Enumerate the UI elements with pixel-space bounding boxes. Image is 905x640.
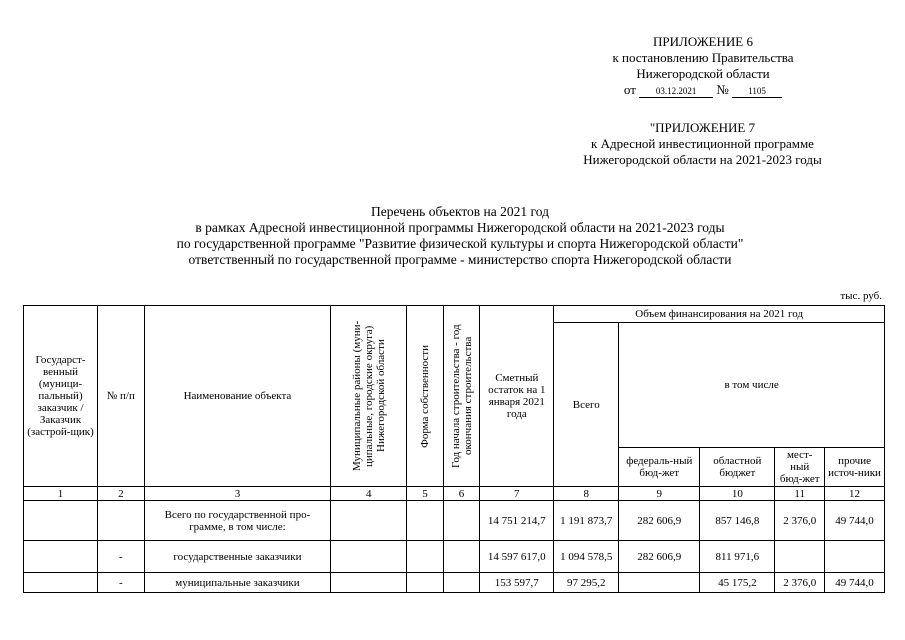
col-num: 10: [700, 487, 775, 501]
table-row: [24, 541, 885, 573]
appendix-6-title: ПРИЛОЖЕНИЕ 6: [653, 34, 753, 49]
header-estimate: Сметный остаток на 1 января 2021 года: [480, 306, 554, 487]
col-num: 1: [24, 487, 98, 501]
col-num: 3: [144, 487, 331, 501]
header-ownership: [407, 306, 444, 487]
appendix-6-block: [568, 34, 838, 98]
cell-municipal: [331, 541, 407, 573]
cell-regional: 857 146,8: [700, 501, 775, 541]
cell-customer: [24, 541, 98, 573]
col-num: 5: [407, 487, 444, 501]
cell-other: 49 744,0: [825, 501, 885, 541]
col-num: 11: [775, 487, 825, 501]
col-num: 6: [443, 487, 480, 501]
cell-regional: 811 971,6: [700, 541, 775, 573]
cell-estimate: 14 597 617,0: [480, 541, 554, 573]
col-num: 12: [825, 487, 885, 501]
cell-local: [775, 541, 825, 573]
appendix-6-line2: Нижегородской области: [636, 66, 770, 81]
cell-federal: 282 606,9: [619, 541, 700, 573]
cell-object-name: муниципальные заказчики: [144, 573, 331, 593]
number-label: №: [716, 82, 729, 97]
col-num: 8: [554, 487, 619, 501]
cell-total: 1 191 873,7: [554, 501, 619, 541]
cell-number: [98, 501, 145, 541]
cell-federal: [619, 573, 700, 593]
header-row-1: [24, 306, 885, 323]
cell-total: 1 094 578,5: [554, 541, 619, 573]
header-total: Всего: [554, 323, 619, 487]
col-num: 4: [331, 487, 407, 501]
title-line4: ответственный по государственной программе - министерство спорта Нижегородской области: [188, 252, 732, 267]
col-num: 2: [98, 487, 145, 501]
cell-object-name: Всего по государственной про-грамме, в том числе:: [144, 501, 331, 541]
header-customer: Государст-венный (муници-пальный) заказчик / Заказчик (застрой-щик): [24, 306, 98, 487]
cell-municipal: [331, 501, 407, 541]
cell-years: [443, 541, 480, 573]
cell-customer: [24, 573, 98, 593]
header-other: прочие источ-ники: [825, 448, 885, 487]
column-numbers-row: [24, 487, 885, 501]
units-label: тыс. руб.: [840, 290, 882, 302]
cell-customer: [24, 501, 98, 541]
header-funding-group: Объем финансирования на 2021 год: [554, 306, 885, 323]
cell-number: -: [98, 573, 145, 593]
cell-years: [443, 573, 480, 593]
header-local: мест-ный бюд-жет: [775, 448, 825, 487]
cell-other: 49 744,0: [825, 573, 885, 593]
cell-years: [443, 501, 480, 541]
cell-estimate: 153 597,7: [480, 573, 554, 593]
title-line3: по государственной программе "Развитие физической культуры и спорта Нижегородской области": [176, 236, 744, 251]
cell-federal: 282 606,9: [619, 501, 700, 541]
cell-ownership: [407, 573, 444, 593]
table-row: [24, 501, 885, 541]
objects-table: [23, 305, 885, 593]
cell-total: 97 295,2: [554, 573, 619, 593]
appendix-7-line1: к Адресной инвестиционной программе: [591, 136, 814, 151]
header-federal: федераль-ный бюд-жет: [619, 448, 700, 487]
cell-ownership: [407, 501, 444, 541]
appendix-7-block: [540, 120, 865, 168]
cell-ownership: [407, 541, 444, 573]
header-number: № п/п: [98, 306, 145, 487]
header-ownership-text: Форма собственности: [419, 344, 432, 448]
cell-object-name: государственные заказчики: [144, 541, 331, 573]
appendix-6-line1: к постановлению Правительства: [612, 50, 794, 65]
appendix-7-title: "ПРИЛОЖЕНИЕ 7: [649, 120, 756, 135]
cell-local: 2 376,0: [775, 573, 825, 593]
cell-estimate: 14 751 214,7: [480, 501, 554, 541]
appendix-6-date-line: [568, 82, 838, 98]
header-municipal: [331, 306, 407, 487]
cell-other: [825, 541, 885, 573]
title-line2: в рамках Адресной инвестиционной программы Нижегородской области на 2021-2023 годы: [195, 220, 725, 235]
from-label: от: [623, 82, 636, 97]
resolution-date: 03.12.2021: [639, 86, 713, 98]
document-title: [95, 204, 825, 268]
header-municipal-text: Муниципальные районы (муни-ципальные, городские округа) Нижегородской области: [350, 320, 387, 472]
header-including: в том числе: [619, 323, 885, 448]
header-years: [443, 306, 480, 487]
cell-number: -: [98, 541, 145, 573]
title-line1: Перечень объектов на 2021 год: [371, 204, 549, 219]
col-num: 9: [619, 487, 700, 501]
cell-regional: 45 175,2: [700, 573, 775, 593]
table-row: [24, 573, 885, 593]
cell-local: 2 376,0: [775, 501, 825, 541]
header-years-text: Год начала строительства - год окончания строительства: [449, 324, 474, 468]
col-num: 7: [480, 487, 554, 501]
header-regional: областной бюджет: [700, 448, 775, 487]
header-object-name: Наименование объекта: [144, 306, 331, 487]
cell-municipal: [331, 573, 407, 593]
appendix-7-line2: Нижегородской области на 2021-2023 годы: [583, 152, 822, 167]
resolution-number: 1105: [732, 86, 782, 98]
